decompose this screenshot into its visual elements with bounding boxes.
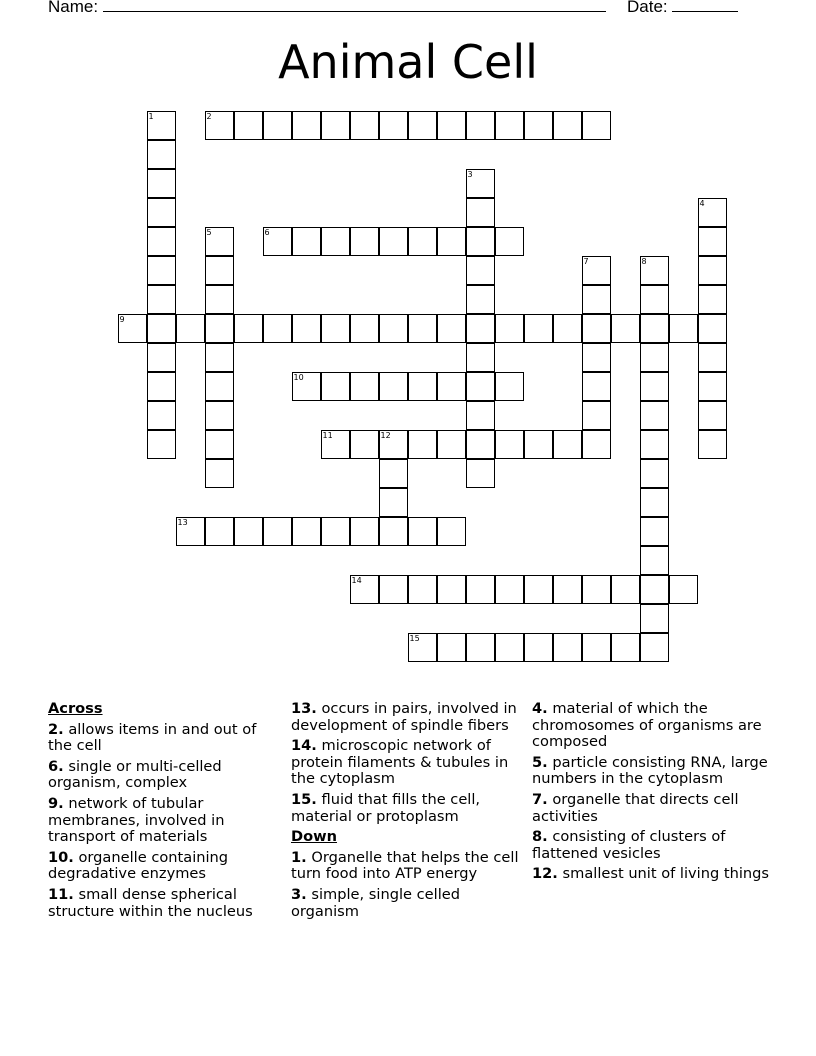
grid-cell[interactable] bbox=[263, 517, 292, 546]
grid-cell[interactable] bbox=[379, 314, 408, 343]
grid-cell[interactable] bbox=[466, 314, 495, 343]
grid-cell[interactable] bbox=[205, 227, 234, 256]
grid-cell[interactable] bbox=[147, 256, 176, 285]
clue-text: consisting of clusters of flattened vesicles bbox=[532, 828, 726, 862]
grid-cell[interactable] bbox=[582, 372, 611, 401]
clue-number: 11. bbox=[48, 885, 74, 903]
grid-cell[interactable] bbox=[176, 517, 205, 546]
grid-cell[interactable] bbox=[640, 459, 669, 488]
grid-cell[interactable] bbox=[205, 401, 234, 430]
grid-cell[interactable] bbox=[205, 372, 234, 401]
grid-cell[interactable] bbox=[553, 111, 582, 140]
grid-cell[interactable] bbox=[669, 575, 698, 604]
cell-number: 15 bbox=[409, 633, 420, 643]
grid-cell[interactable] bbox=[582, 430, 611, 459]
grid-cell[interactable] bbox=[466, 401, 495, 430]
clue-number: 6. bbox=[48, 757, 64, 775]
grid-cell[interactable] bbox=[147, 401, 176, 430]
grid-cell[interactable] bbox=[582, 256, 611, 285]
grid-cell[interactable] bbox=[205, 256, 234, 285]
grid-cell[interactable] bbox=[437, 633, 466, 662]
clue-item bbox=[291, 738, 523, 788]
grid-cell[interactable] bbox=[147, 169, 176, 198]
clue-number: 2. bbox=[48, 720, 64, 738]
grid-cell[interactable] bbox=[466, 430, 495, 459]
clue-item bbox=[48, 722, 283, 755]
clue-item bbox=[291, 850, 523, 883]
grid-cell[interactable] bbox=[408, 227, 437, 256]
grid-cell[interactable] bbox=[698, 372, 727, 401]
grid-cell[interactable] bbox=[147, 430, 176, 459]
grid-cell[interactable] bbox=[495, 372, 524, 401]
grid-cell[interactable] bbox=[640, 430, 669, 459]
grid-cell[interactable] bbox=[582, 575, 611, 604]
grid-cell[interactable] bbox=[321, 111, 350, 140]
cell-number: 14 bbox=[351, 575, 362, 585]
clue-text: simple, single celled organism bbox=[291, 885, 460, 920]
grid-cell[interactable] bbox=[640, 604, 669, 633]
down-clue-list-2 bbox=[532, 701, 782, 883]
grid-cell[interactable] bbox=[437, 575, 466, 604]
grid-cell[interactable] bbox=[640, 488, 669, 517]
grid-cell[interactable] bbox=[292, 227, 321, 256]
clue-text: allows items in and out of the cell bbox=[48, 720, 257, 755]
grid-cell[interactable] bbox=[495, 575, 524, 604]
grid-cell[interactable] bbox=[263, 111, 292, 140]
grid-cell[interactable] bbox=[698, 314, 727, 343]
clue-item bbox=[532, 866, 782, 883]
grid-cell[interactable] bbox=[147, 343, 176, 372]
clue-text: network of tubular membranes, involved in transport of materials bbox=[48, 794, 225, 846]
grid-cell[interactable] bbox=[408, 633, 437, 662]
clue-text: material of which the chromosomes of organisms are composed bbox=[532, 700, 762, 751]
cell-number: 13 bbox=[177, 517, 188, 527]
across-clue-list-1 bbox=[48, 722, 283, 921]
grid-cell[interactable] bbox=[524, 430, 553, 459]
cell-number: 9 bbox=[119, 314, 125, 324]
clue-number: 3. bbox=[291, 885, 307, 903]
grid-cell[interactable] bbox=[466, 169, 495, 198]
grid-cell[interactable] bbox=[466, 633, 495, 662]
clue-text: small dense spherical structure within the nucleus bbox=[48, 885, 253, 920]
grid-cell[interactable] bbox=[524, 111, 553, 140]
grid-cell[interactable] bbox=[379, 517, 408, 546]
grid-cell[interactable] bbox=[234, 517, 263, 546]
grid-cell[interactable] bbox=[466, 256, 495, 285]
grid-cell[interactable] bbox=[582, 633, 611, 662]
grid-cell[interactable] bbox=[205, 314, 234, 343]
cell-number: 8 bbox=[641, 256, 647, 266]
clue-number: 10. bbox=[48, 848, 74, 866]
grid-cell[interactable] bbox=[553, 575, 582, 604]
grid-cell[interactable] bbox=[350, 111, 379, 140]
grid-cell[interactable] bbox=[553, 430, 582, 459]
grid-cell[interactable] bbox=[582, 285, 611, 314]
grid-cell[interactable] bbox=[437, 227, 466, 256]
grid-cell[interactable] bbox=[321, 372, 350, 401]
clue-number: 5. bbox=[532, 753, 548, 771]
grid-cell[interactable] bbox=[350, 430, 379, 459]
grid-cell[interactable] bbox=[234, 111, 263, 140]
grid-cell[interactable] bbox=[466, 111, 495, 140]
grid-cell[interactable] bbox=[582, 314, 611, 343]
clue-number: 9. bbox=[48, 794, 64, 812]
grid-cell[interactable] bbox=[205, 517, 234, 546]
name-label: Name: bbox=[48, 0, 99, 16]
grid-cell[interactable] bbox=[408, 111, 437, 140]
grid-cell[interactable] bbox=[379, 430, 408, 459]
grid-cell[interactable] bbox=[408, 372, 437, 401]
grid-cell[interactable] bbox=[466, 198, 495, 227]
grid-cell[interactable] bbox=[205, 430, 234, 459]
grid-cell[interactable] bbox=[466, 227, 495, 256]
grid-cell[interactable] bbox=[350, 227, 379, 256]
clue-text: organelle containing degradative enzymes bbox=[48, 848, 229, 883]
grid-cell[interactable] bbox=[205, 343, 234, 372]
clue-item bbox=[48, 796, 283, 846]
grid-cell[interactable] bbox=[698, 430, 727, 459]
clue-text: Organelle that helps the cell turn food into ATP energy bbox=[291, 848, 519, 883]
grid-cell[interactable] bbox=[640, 314, 669, 343]
grid-cell[interactable] bbox=[466, 459, 495, 488]
grid-cell[interactable] bbox=[147, 314, 176, 343]
grid-cell[interactable] bbox=[466, 575, 495, 604]
grid-cell[interactable] bbox=[147, 227, 176, 256]
grid-cell[interactable] bbox=[524, 314, 553, 343]
clue-item bbox=[532, 792, 782, 825]
cell-number: 12 bbox=[380, 430, 391, 440]
clue-text: occurs in pairs, involved in development of spindle fibers bbox=[291, 700, 517, 734]
clue-item bbox=[532, 701, 782, 751]
grid-cell[interactable] bbox=[292, 314, 321, 343]
grid-cell[interactable] bbox=[147, 140, 176, 169]
clue-number: 4. bbox=[532, 700, 548, 717]
cell-number: 5 bbox=[206, 227, 212, 237]
clue-item bbox=[291, 701, 523, 734]
grid-cell[interactable] bbox=[698, 198, 727, 227]
cell-number: 2 bbox=[206, 111, 212, 121]
cell-number: 10 bbox=[293, 372, 304, 382]
grid-cell[interactable] bbox=[698, 256, 727, 285]
grid-cell[interactable] bbox=[437, 517, 466, 546]
grid-cell[interactable] bbox=[640, 575, 669, 604]
grid-cell[interactable] bbox=[350, 372, 379, 401]
grid-cell[interactable] bbox=[640, 546, 669, 575]
clue-item bbox=[291, 792, 523, 825]
clue-number: 13. bbox=[291, 700, 317, 717]
grid-cell[interactable] bbox=[437, 314, 466, 343]
down-heading: Down bbox=[291, 828, 338, 846]
clue-item bbox=[48, 887, 283, 920]
grid-cell[interactable] bbox=[408, 314, 437, 343]
across-heading: Across bbox=[48, 700, 103, 717]
grid-cell[interactable] bbox=[698, 227, 727, 256]
grid-cell[interactable] bbox=[176, 314, 205, 343]
grid-cell[interactable] bbox=[263, 314, 292, 343]
grid-cell[interactable] bbox=[582, 401, 611, 430]
grid-cell[interactable] bbox=[437, 111, 466, 140]
cell-number: 6 bbox=[264, 227, 270, 237]
grid-cell[interactable] bbox=[640, 343, 669, 372]
grid-cell[interactable] bbox=[379, 575, 408, 604]
grid-cell[interactable] bbox=[147, 372, 176, 401]
grid-cell[interactable] bbox=[379, 111, 408, 140]
grid-cell[interactable] bbox=[147, 285, 176, 314]
grid-cell[interactable] bbox=[466, 285, 495, 314]
grid-cell[interactable] bbox=[582, 111, 611, 140]
grid-cell[interactable] bbox=[408, 430, 437, 459]
grid-cell[interactable] bbox=[553, 633, 582, 662]
grid-cell[interactable] bbox=[640, 401, 669, 430]
grid-cell[interactable] bbox=[292, 372, 321, 401]
date-label: Date: bbox=[627, 0, 668, 16]
clue-number: 8. bbox=[532, 828, 548, 846]
clue-text: microscopic network of protein filaments & tubules in the cytoplasm bbox=[291, 737, 509, 788]
grid-cell[interactable] bbox=[321, 517, 350, 546]
grid-cell[interactable] bbox=[263, 227, 292, 256]
grid-cell[interactable] bbox=[669, 314, 698, 343]
grid-cell[interactable] bbox=[205, 459, 234, 488]
grid-cell[interactable] bbox=[408, 575, 437, 604]
grid-cell[interactable] bbox=[698, 343, 727, 372]
clue-number: 1. bbox=[291, 848, 307, 866]
grid-cell[interactable] bbox=[698, 401, 727, 430]
grid-cell[interactable] bbox=[495, 430, 524, 459]
grid-cell[interactable] bbox=[640, 256, 669, 285]
grid-cell[interactable] bbox=[524, 633, 553, 662]
grid-cell[interactable] bbox=[379, 488, 408, 517]
clue-text: particle consisting RNA, large numbers in the cytoplasm bbox=[532, 753, 768, 788]
clue-item bbox=[532, 829, 782, 862]
clue-item bbox=[532, 755, 782, 788]
cell-number: 7 bbox=[583, 256, 589, 266]
grid-cell[interactable] bbox=[350, 517, 379, 546]
clue-text: organelle that directs cell activities bbox=[532, 790, 739, 825]
clue-column-2 bbox=[291, 701, 523, 924]
grid-cell[interactable] bbox=[292, 517, 321, 546]
grid-cell[interactable] bbox=[640, 372, 669, 401]
grid-cell[interactable] bbox=[118, 314, 147, 343]
grid-cell[interactable] bbox=[350, 575, 379, 604]
grid-cell[interactable] bbox=[292, 111, 321, 140]
grid-cell[interactable] bbox=[321, 314, 350, 343]
grid-cell[interactable] bbox=[379, 372, 408, 401]
grid-cell[interactable] bbox=[234, 314, 263, 343]
grid-cell[interactable] bbox=[495, 111, 524, 140]
grid-cell[interactable] bbox=[582, 343, 611, 372]
grid-cell[interactable] bbox=[466, 372, 495, 401]
grid-cell[interactable] bbox=[437, 372, 466, 401]
clue-item bbox=[291, 887, 523, 920]
grid-cell[interactable] bbox=[321, 227, 350, 256]
grid-cell[interactable] bbox=[147, 198, 176, 227]
clue-text: smallest unit of living things bbox=[557, 865, 770, 883]
grid-cell[interactable] bbox=[495, 227, 524, 256]
grid-cell[interactable] bbox=[321, 430, 350, 459]
grid-cell[interactable] bbox=[495, 314, 524, 343]
grid-cell[interactable] bbox=[350, 314, 379, 343]
grid-cell[interactable] bbox=[524, 575, 553, 604]
clue-column-3 bbox=[532, 701, 782, 887]
cell-number: 1 bbox=[148, 111, 154, 121]
grid-cell[interactable] bbox=[379, 459, 408, 488]
grid-cell[interactable] bbox=[640, 285, 669, 314]
grid-cell[interactable] bbox=[553, 314, 582, 343]
cell-number: 11 bbox=[322, 430, 333, 440]
clue-number: 7. bbox=[532, 790, 548, 808]
clue-text: fluid that fills the cell, material or protoplasm bbox=[291, 790, 481, 825]
cell-number: 4 bbox=[699, 198, 705, 208]
grid-cell[interactable] bbox=[379, 227, 408, 256]
clue-column-1 bbox=[48, 701, 283, 924]
grid-cell[interactable] bbox=[611, 633, 640, 662]
grid-cell[interactable] bbox=[495, 633, 524, 662]
grid-cell[interactable] bbox=[147, 111, 176, 140]
clue-text: single or multi-celled organism, complex bbox=[48, 757, 222, 792]
cell-number: 3 bbox=[467, 169, 473, 179]
clue-item bbox=[48, 759, 283, 792]
grid-cell[interactable] bbox=[466, 343, 495, 372]
grid-cell[interactable] bbox=[437, 430, 466, 459]
grid-cell[interactable] bbox=[205, 285, 234, 314]
clue-number: 15. bbox=[291, 790, 317, 808]
clue-number: 12. bbox=[532, 865, 558, 883]
grid-cell[interactable] bbox=[611, 314, 640, 343]
grid-cell[interactable] bbox=[611, 575, 640, 604]
clue-number: 14. bbox=[291, 737, 317, 755]
grid-cell[interactable] bbox=[205, 111, 234, 140]
page-title: Animal Cell bbox=[278, 35, 538, 89]
grid-cell[interactable] bbox=[640, 517, 669, 546]
grid-cell[interactable] bbox=[640, 633, 669, 662]
clue-item bbox=[48, 850, 283, 883]
grid-cell[interactable] bbox=[408, 517, 437, 546]
across-clue-list-2 bbox=[291, 701, 523, 825]
grid-cell[interactable] bbox=[698, 285, 727, 314]
down-clue-list-1 bbox=[291, 850, 523, 920]
